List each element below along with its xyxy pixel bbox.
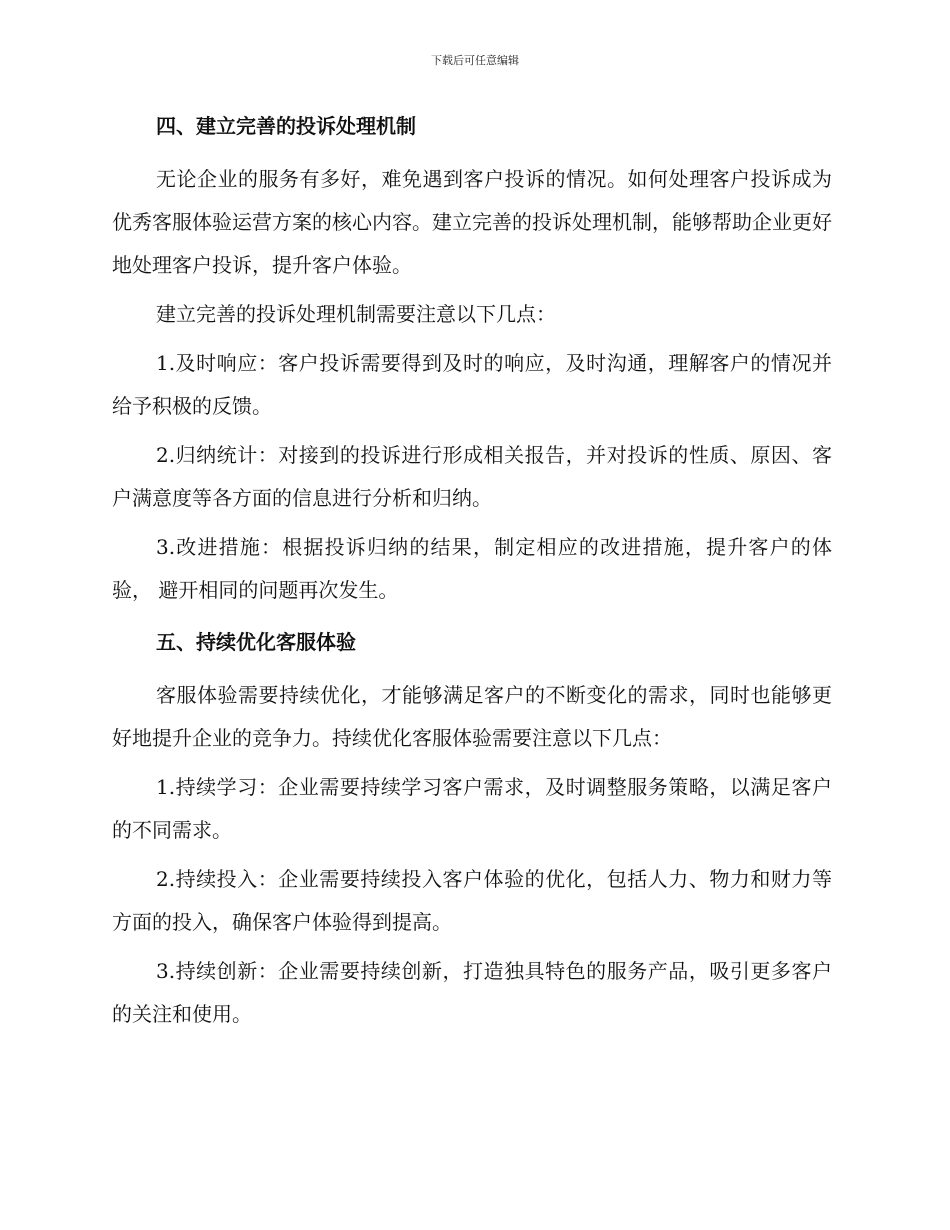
section-4-item-3: 3.改进措施：根据投诉归纳的结果，制定相应的改进措施，提升客户的体验， 避开相同的问题再次发生。 [112, 535, 832, 602]
section-4-heading: 四、建立完善的投诉处理机制 [156, 114, 416, 138]
page-header-note: 下载后可任意编辑 [431, 54, 519, 67]
section-5-intro: 客服体验需要持续优化，才能够满足客户的不断变化的需求，同时也能够更好地提升企业的竞争力。持续优化客服体验需要注意以下几点： [112, 683, 832, 750]
section-5-item-1: 1.持续学习：企业需要持续学习客户需求，及时调整服务策略，以满足客户的不同需求。 [112, 775, 832, 842]
section-4-item-2: 2.归纳统计：对接到的投诉进行形成相关报告，并对投诉的性质、原因、客户满意度等各方面的信息进行分析和归纳。 [112, 443, 832, 510]
section-4-item-1: 1.及时响应：客户投诉需要得到及时的响应，及时沟通，理解客户的情况并给予积极的反馈。 [112, 351, 832, 418]
section-5-item-3: 3.持续创新：企业需要持续创新，打造独具特色的服务产品，吸引更多客户的关注和使用。 [112, 959, 832, 1026]
document-body [112, 110, 832, 1042]
section-4-lead: 建立完善的投诉处理机制需要注意以下几点： [156, 302, 556, 326]
section-5-heading: 五、持续优化客服体验 [156, 630, 356, 654]
section-4-intro: 无论企业的服务有多好，难免遇到客户投诉的情况。如何处理客户投诉成为优秀客服体验运营方案的核心内容。建立完善的投诉处理机制，能够帮助企业更好地处理客户投诉，提升客户体验。 [112, 167, 832, 277]
section-5-item-2: 2.持续投入：企业需要持续投入客户体验的优化，包括人力、物力和财力等方面的投入，确保客户体验得到提高。 [112, 867, 832, 934]
